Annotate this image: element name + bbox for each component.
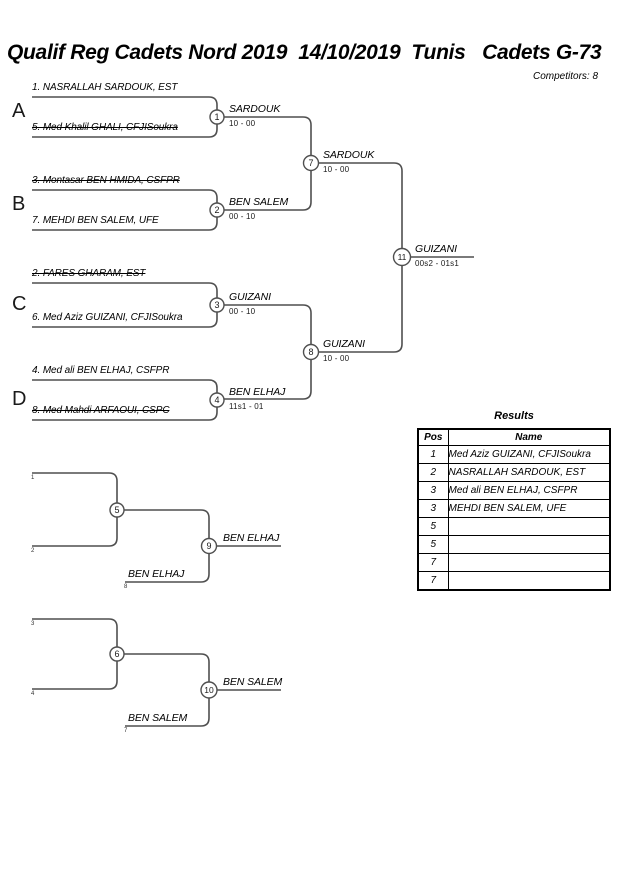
match-11-winner: GUIZANI [415,243,457,255]
match-8-score: 10 - 00 [323,354,350,363]
page-title: Qualif Reg Cadets Nord 2019 14/10/2019 Tunis Cadets G-73 [7,41,602,64]
competitor-name: 5. Med Khalil GHALI, CFJISoukra [32,122,178,133]
repechage-slot-ref: 4 [31,691,35,697]
match-5-number: 5 [114,505,120,515]
competitor-name: 1. NASRALLAH SARDOUK, EST [32,82,178,93]
match-10-feeder: BEN SALEM [128,712,188,724]
repechage-slot-ref: 2 [31,548,35,554]
pool-b-letter: B [12,193,26,215]
table-row [418,518,610,536]
match-10-winner: BEN SALEM [223,676,283,688]
results-header-row [418,429,610,446]
match-6-number: 6 [114,649,120,659]
table-row [418,536,610,554]
repechage-slot-ref: 3 [31,621,35,627]
table-row [418,554,610,572]
result-name [448,572,610,591]
match-7-winner: SARDOUK [323,149,375,161]
pool-c-letter: C [12,293,27,315]
match-7-number: 7 [308,158,314,168]
competitor-name: 4. Med ali BEN ELHAJ, CSFPR [32,365,170,376]
table-row [418,572,610,591]
match-8-number: 8 [308,347,314,357]
match-2-score: 00 - 10 [229,212,256,221]
results-pos-header: Pos [418,429,448,446]
match-3-number: 3 [214,300,220,310]
match-11-number: 11 [397,252,407,262]
result-name: Med Aziz GUIZANI, CFJISoukra [448,446,610,464]
match-3-score: 00 - 10 [229,307,256,316]
match-8-winner: GUIZANI [323,338,365,350]
result-name: Med ali BEN ELHAJ, CSFPR [448,482,610,500]
match-1-number: 1 [214,112,220,122]
competitor-name: 2. FARES GHARAM, EST [32,268,146,279]
result-pos: 3 [418,482,448,500]
result-name [448,536,610,554]
results-table [417,428,611,591]
repechage-slot-ref: 1 [31,475,35,481]
results-name-header: Name [448,429,610,446]
final-connector-line [318,163,402,352]
result-pos: 7 [418,554,448,572]
result-name: NASRALLAH SARDOUK, EST [448,464,610,482]
repechage-slot-ref: 8 [124,584,128,590]
match-3-winner: GUIZANI [229,291,271,303]
repechage-slot-ref: 7 [124,728,128,734]
table-row [418,464,610,482]
match-4-number: 4 [214,395,220,405]
match-1-score: 10 - 00 [229,119,256,128]
result-pos: 2 [418,464,448,482]
table-row [418,500,610,518]
competitors-count: Competitors: 8 [533,71,599,82]
result-pos: 3 [418,500,448,518]
match-11-score: 00s2 - 01s1 [415,259,460,268]
match-10-number: 10 [204,685,214,695]
table-row [418,482,610,500]
match-4-score: 11s1 - 01 [229,402,264,411]
competitor-name: 6. Med Aziz GUIZANI, CFJISoukra [32,312,183,323]
pool-d-letter: D [12,388,27,410]
competitor-name: 3. Montasar BEN HMIDA, CSFPR [32,175,180,186]
result-pos: 7 [418,572,448,591]
results-title: Results [494,410,534,422]
table-row [418,446,610,464]
competitor-name: 7. MEHDI BEN SALEM, UFE [32,215,159,226]
pool-a-letter: A [12,100,26,122]
result-name: MEHDI BEN SALEM, UFE [448,500,610,518]
result-pos: 5 [418,518,448,536]
result-name [448,554,610,572]
competitor-name: 8. Med Mahdi ARFAOUI, CSPC [32,405,170,416]
result-pos: 1 [418,446,448,464]
repechage-1-bracket-line [32,473,120,546]
match-9-number: 9 [206,541,212,551]
match-9-feeder: BEN ELHAJ [128,568,185,580]
match-4-winner: BEN ELHAJ [229,386,286,398]
semifinal-bottom-connector-line [224,305,314,399]
repechage-2-bracket-line [32,619,120,689]
match-7-score: 10 - 00 [323,165,350,174]
result-name [448,518,610,536]
match-2-number: 2 [214,205,220,215]
match-2-winner: BEN SALEM [229,196,289,208]
result-pos: 5 [418,536,448,554]
match-9-winner: BEN ELHAJ [223,532,280,544]
match-1-winner: SARDOUK [229,103,281,115]
